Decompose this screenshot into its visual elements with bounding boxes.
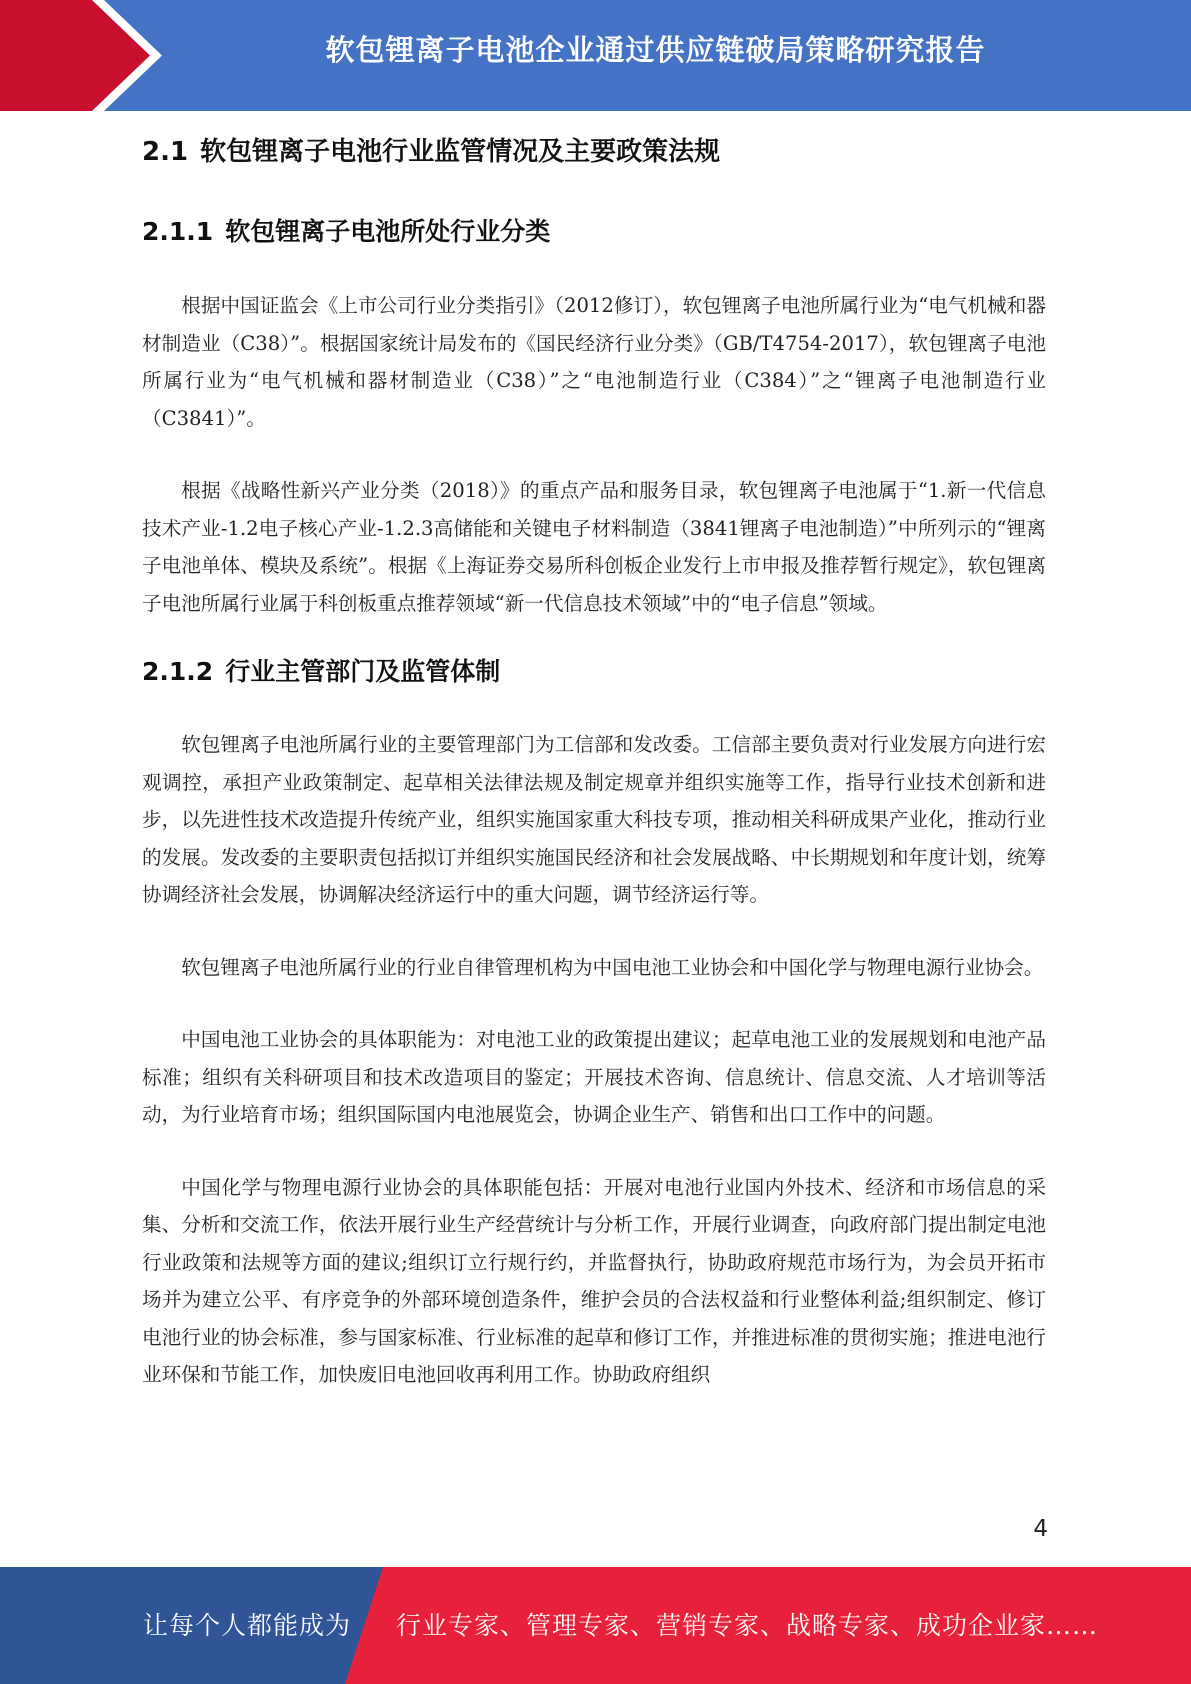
footer-roles: 行业专家、管理专家、营销专家、战略专家、成功企业家…… [396,1611,1099,1640]
page-content [142,128,1046,1394]
footer-banner [0,1567,1191,1684]
subsection-title: 软包锂离子电池所处行业分类 [225,217,551,246]
paragraph: 中国电池工业协会的具体职能为：对电池工业的政策提出建议；起草电池工业的发展规划和电池产品标准；组织有关科研项目和技术改造项目的鉴定；开展技术咨询、信息统计、信息交流、人才培训等活动，为行业培育市场；组织国际国内电池展览会，协调企业生产、销售和出口工作中的问题。 [142,1028,1046,1126]
page-number: 4 [1033,1516,1048,1542]
subsection-heading-1 [142,212,1046,252]
paragraph: 中国化学与物理电源行业协会的具体职能包括：开展对电池行业国内外技术、经济和市场信息的采集、分析和交流工作，依法开展行业生产经营统计与分析工作，开展行业调查，向政府部门提出制定电池行业政策和法规等方面的建议;组织订立行规行约，并监督执行，协助政府规范市场行为，为会员开拓市场并为建立公平、有序竞争的外部环境创造条件，维护会员的合法权益和行业整体利益;组织制定、修订电池行业的协会标准，参与国家标准、行业标准的起草和修订工作，并推进标准的贯彻实施；推进电池行业环保和节能工作，加快废旧电池回收再利用工作。协助政府组织 [142,1175,1046,1386]
subsection-number: 2.1.2 [142,657,214,686]
subsection-title: 行业主管部门及监管体制 [225,657,501,686]
paragraph: 软包锂离子电池所属行业的主要管理部门为工信部和发改委。工信部主要负责对行业发展方向进行宏观调控，承担产业政策制定、起草相关法律法规及制定规章并组织实施等工作，指导行业技术创新和进步，以先进性技术改造提升传统产业，组织实施国家重大科技专项，推动相关科研成果产业化，推动行业的发展。发改委的主要职责包括拟订并组织实施国民经济和社会发展战略、中长期规划和年度计划，统筹协调经济社会发展，协调解决经济运行中的重大问题，调节经济运行等。 [142,733,1046,906]
subsection-heading-2 [142,652,1046,692]
header-banner [0,0,1191,111]
report-title: 软包锂离子电池企业通过供应链破局策略研究报告 [325,33,986,67]
footer-slogan: 让每个人都能成为 [143,1611,352,1640]
section-title: 软包锂离子电池行业监管情况及主要政策法规 [200,137,721,167]
subsection-number: 2.1.1 [142,217,214,246]
paragraph: 软包锂离子电池所属行业的行业自律管理机构为中国电池工业协会和中国化学与物理电源行业协会。 [181,955,1044,979]
paragraph: 根据《战略性新兴产业分类（2018）》的重点产品和服务目录，软包锂离子电池属于“1.新一代信息技术产业-1.2电子核心产业-1.2.3高储能和关键电子材料制造（3841锂离子电池制造）”中所列示的“锂离子电池单体、模块及系统”。根据《上海证券交易所科创板企业发行上市申报及推荐暂行规定》，软包锂离子电池所属行业属于科创板重点推荐领域“新一代信息技术领域”中的“电子信息”领域。 [142,479,1046,615]
section-heading [142,132,1046,172]
paragraph: 根据中国证监会《上市公司行业分类指引》（2012修订），软包锂离子电池所属行业为“电气机械和器材制造业（C38）”。根据国家统计局发布的《国民经济行业分类》（GB/T4754-2017），软包锂离子电池所属行业为“电气机械和器材制造业（C38）”之“电池制造行业（C384）”之“锂离子电池制造行业（C3841）”。 [142,294,1046,430]
section-number: 2.1 [142,137,189,167]
